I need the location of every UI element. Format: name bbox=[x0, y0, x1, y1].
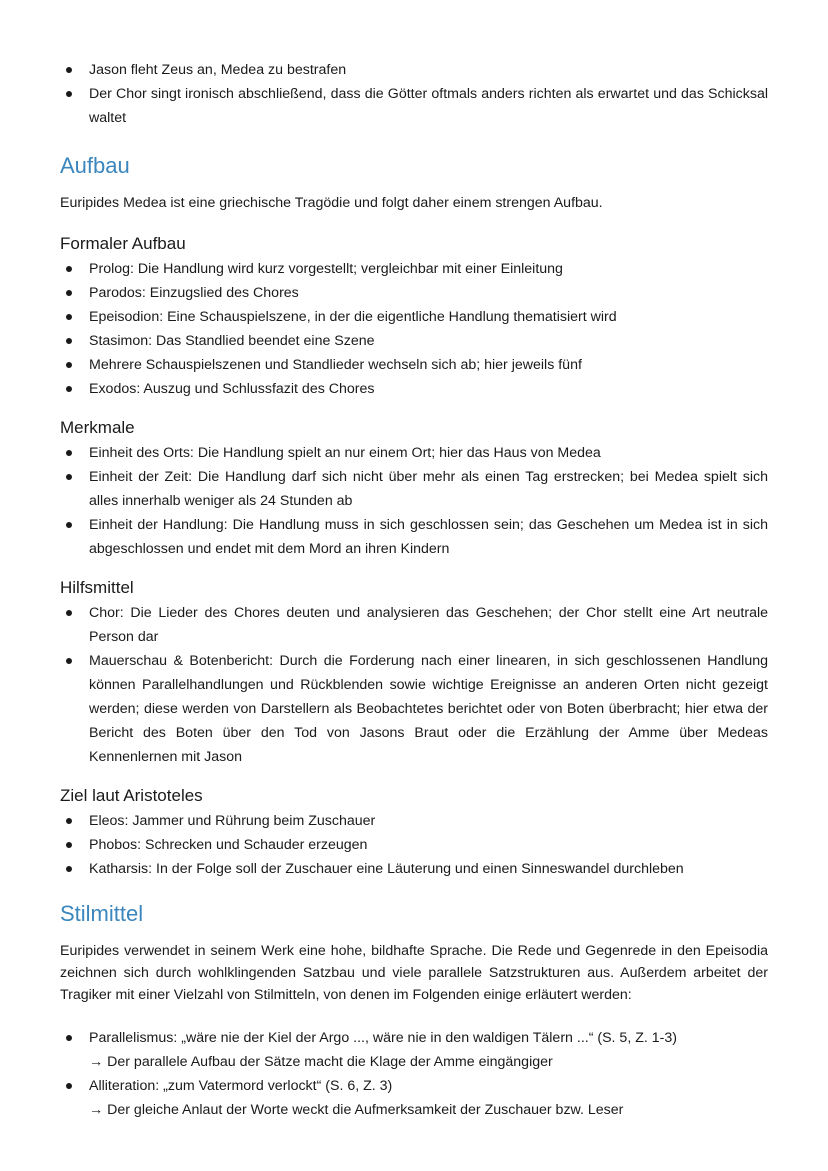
heading-ziel-laut-aristoteles: Ziel laut Aristoteles bbox=[60, 786, 203, 805]
list-item: Mehrere Schauspielszenen und Standlieder wechseln sich ab; hier jeweils fünf bbox=[60, 353, 768, 377]
formaler-aufbau-list bbox=[60, 257, 768, 401]
stilmittel-intro: Euripides verwendet in seinem Werk eine hohe, bildhafte Sprache. Die Rede und Gegenrede in den Epeisodia zeichnen sich durch wohlklingenden Satzbau und viele parallele Satzstrukturen aus. Außerdem arbeitet der Tragiker mit einer Vielzahl von Stilmitteln, von denen im Folgenden einige erläutert werden: bbox=[60, 943, 768, 1003]
heading-aufbau: Aufbau bbox=[60, 153, 130, 178]
hilfsmittel-list bbox=[60, 601, 768, 769]
list-item: Parodos: Einzugslied des Chores bbox=[60, 281, 768, 305]
list-item: Phobos: Schrecken und Schauder erzeugen bbox=[60, 833, 768, 857]
list-item: Prolog: Die Handlung wird kurz vorgestellt; vergleichbar mit einer Einleitung bbox=[60, 257, 768, 281]
stilmittel-list bbox=[60, 1026, 768, 1122]
list-item: Exodos: Auszug und Schlussfazit des Chores bbox=[60, 377, 768, 401]
stilmittel-example: Alliteration: „zum Vatermord verlockt“ (S. 6, Z. 3) bbox=[89, 1078, 393, 1094]
list-item: Der Chor singt ironisch abschließend, dass die Götter oftmals anders richten als erwartet und das Schicksal waltet bbox=[60, 82, 768, 130]
list-item: Einheit der Zeit: Die Handlung darf sich nicht über mehr als einen Tag erstrecken; bei Medea spielt sich alles innerhalb weniger als 24 Stunden ab bbox=[60, 465, 768, 513]
list-item: Epeisodion: Eine Schauspielszene, in der die eigentliche Handlung thematisiert wird bbox=[60, 305, 768, 329]
list-item bbox=[60, 1074, 768, 1122]
heading-stilmittel: Stilmittel bbox=[60, 901, 144, 926]
list-item: Stasimon: Das Standlied beendet eine Szene bbox=[60, 329, 768, 353]
heading-merkmale: Merkmale bbox=[60, 418, 135, 437]
intro-list bbox=[60, 58, 768, 130]
list-item: Katharsis: In der Folge soll der Zuschauer eine Läuterung und einen Sinneswandel durchleben bbox=[60, 857, 768, 881]
stilmittel-explanation: → Der parallele Aufbau der Sätze macht die Klage der Amme eingängiger bbox=[89, 1054, 553, 1070]
stilmittel-explanation: → Der gleiche Anlaut der Worte weckt die Aufmerksamkeit der Zuschauer bzw. Leser bbox=[89, 1102, 624, 1118]
merkmale-list bbox=[60, 441, 768, 561]
list-item: Jason fleht Zeus an, Medea zu bestrafen bbox=[60, 58, 768, 82]
list-item: Mauerschau & Botenbericht: Durch die Forderung nach einer linearen, in sich geschlossenen Handlung können Parallelhandlungen und Rückblenden sowie wichtige Ereignisse an anderen Orten nicht gezeigt werden; diese werden von Darstellern als Beobachtetes berichtet oder von Boten überbracht; hier etwa der Bericht des Boten über den Tod von Jasons Braut oder die Erzählung der Amme über Medeas Kennenlernen mit Jason bbox=[60, 649, 768, 769]
list-item: Einheit des Orts: Die Handlung spielt an nur einem Ort; hier das Haus von Medea bbox=[60, 441, 768, 465]
list-item bbox=[60, 1026, 768, 1074]
stilmittel-example: Parallelismus: „wäre nie der Kiel der Argo ..., wäre nie in den waldigen Tälern ...“ (S. 5, Z. 1-3) bbox=[89, 1030, 677, 1046]
aufbau-intro: Euripides Medea ist eine griechische Tragödie und folgt daher einem strengen Aufbau. bbox=[60, 195, 603, 211]
list-item: Chor: Die Lieder des Chores deuten und analysieren das Geschehen; der Chor stellt eine Art neutrale Person dar bbox=[60, 601, 768, 649]
heading-hilfsmittel: Hilfsmittel bbox=[60, 578, 134, 597]
heading-formaler-aufbau: Formaler Aufbau bbox=[60, 234, 186, 253]
ziel-list bbox=[60, 809, 768, 881]
list-item: Einheit der Handlung: Die Handlung muss in sich geschlossen sein; das Geschehen um Medea ist in sich abgeschlossen und endet mit dem Mord an ihren Kindern bbox=[60, 513, 768, 561]
list-item: Eleos: Jammer und Rührung beim Zuschauer bbox=[60, 809, 768, 833]
